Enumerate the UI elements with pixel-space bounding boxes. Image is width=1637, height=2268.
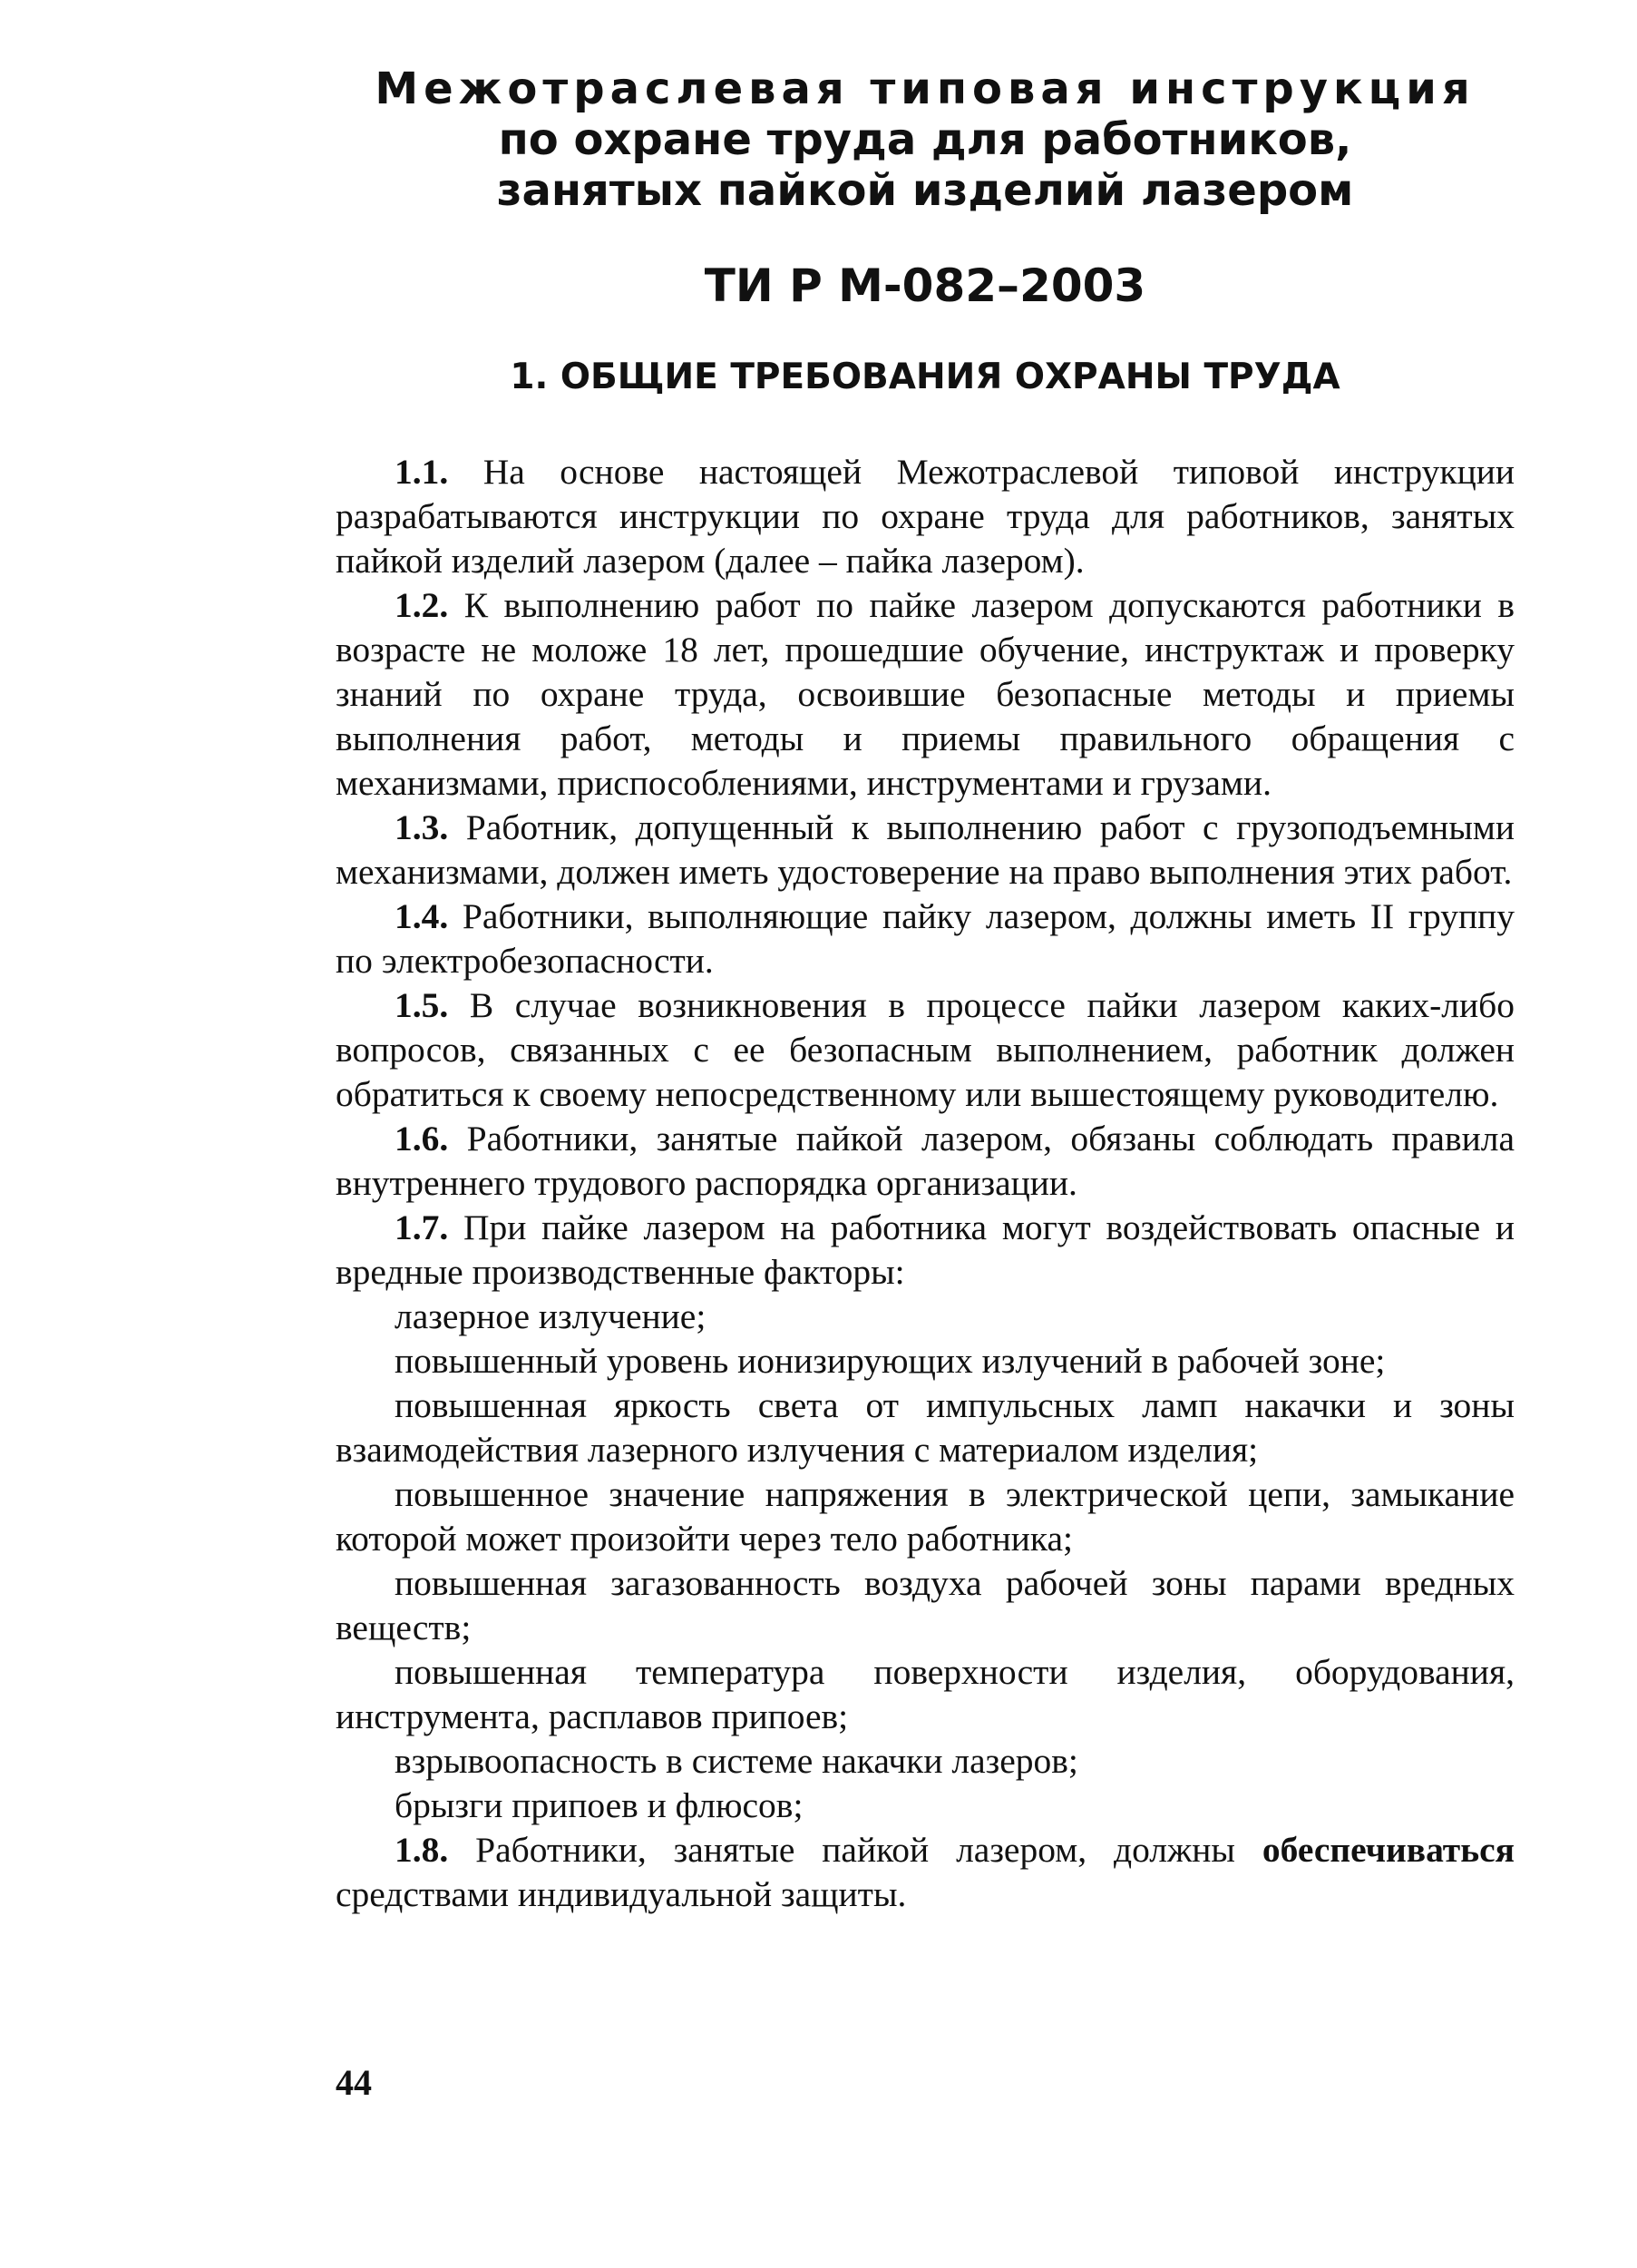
paragraph-1-1 (336, 450, 1515, 583)
hazard-list-item: взрывоопасность в системе накачки лазеров; (395, 1741, 1078, 1781)
page-number: 44 (336, 2062, 372, 2103)
hazard-list-item: брызги припоев и флюсов; (395, 1785, 804, 1825)
paragraph-number: 1.4. (395, 896, 449, 936)
hazard-list-item: повышенная яркость света от импульсных ламп накачки и зоны взаимодействия лазерного излучения с материалом изделия; (336, 1385, 1515, 1470)
paragraph-number: 1.2. (395, 585, 449, 625)
paragraph-text: Работник, допущенный к выполнению работ с грузоподъемными механизмами, должен иметь удостоверение на право выполнения этих работ. (336, 807, 1515, 892)
document-body (336, 450, 1515, 1917)
paragraph-text: Работники, занятые пайкой лазером, должны (448, 1830, 1262, 1870)
paragraph-text: К выполнению работ по пайке лазером допускаются работники в возрасте не моложе 18 лет, прошедшие обучение, инструктаж и проверку знаний по охране труда, освоившие безопасные методы и приемы выполнения работ, методы и приемы правильного обращения с механизмами, приспособлениями, инструментами и грузами. (336, 585, 1515, 803)
hazard-list-item: повышенный уровень ионизирующих излучений в рабочей зоне; (395, 1341, 1386, 1381)
paragraph-text: Работники, выполняющие пайку лазером, должны иметь II группу по электробезопасности. (336, 896, 1515, 981)
paragraph-text-emphasis: обеспечиваться (1262, 1830, 1515, 1870)
paragraph-number: 1.6. (395, 1119, 449, 1158)
paragraph-number: 1.5. (395, 985, 449, 1025)
hazard-list-item: повышенная загазованность воздуха рабочей зоны парами вредных веществ; (336, 1563, 1515, 1647)
paragraph-1-8 (336, 1828, 1515, 1917)
paragraph-number: 1.3. (395, 807, 449, 847)
section-heading: 1. ОБЩИЕ ТРЕБОВАНИЯ ОХРАНЫ ТРУДА (510, 357, 1340, 397)
title-line-1: Межотраслевая типовая инструкция (375, 64, 1476, 114)
paragraph-number: 1.8. (395, 1830, 449, 1870)
paragraph-text: На основе настоящей Межотраслевой типовой инструкции разрабатываются инструкции по охране труда для работников, занятых пайкой изделий лазером (далее – пайка лазером). (336, 452, 1515, 581)
paragraph-1-6 (336, 1117, 1515, 1206)
paragraph-number: 1.7. (395, 1207, 449, 1247)
title-line-3: занятых пайкой изделий лазером (496, 165, 1354, 216)
title-line-2: по охране труда для работников, (498, 114, 1352, 165)
paragraph-1-4 (336, 894, 1515, 983)
hazard-list-item: лазерное излучение; (395, 1296, 706, 1336)
paragraph-1-2 (336, 583, 1515, 806)
paragraph-text: При пайке лазером на работника могут воздействовать опасные и вредные производственные факторы: (336, 1207, 1515, 1292)
paragraph-1-5 (336, 983, 1515, 1117)
hazard-list-item: повышенное значение напряжения в электрической цепи, замыкание которой может произойти через тело работника; (336, 1474, 1515, 1559)
document-title-block (326, 64, 1524, 216)
document-code: ТИ Р М-082–2003 (704, 259, 1146, 312)
paragraph-1-3 (336, 806, 1515, 894)
paragraph-text: Работники, занятые пайкой лазером, обязаны соблюдать правила внутреннего трудового распорядка организации. (336, 1119, 1515, 1203)
paragraph-number: 1.1. (395, 452, 449, 492)
paragraph-1-7 (336, 1206, 1515, 1295)
hazard-list-item: повышенная температура поверхности изделия, оборудования, инструмента, расплавов припоев; (336, 1652, 1515, 1736)
paragraph-text-end: средствами индивидуальной защиты. (336, 1874, 907, 1914)
paragraph-text: В случае возникновения в процессе пайки лазером каких-либо вопросов, связанных с ее безопасным выполнением, работник должен обратиться к своему непосредственному или вышестоящему руководителю. (336, 985, 1515, 1114)
